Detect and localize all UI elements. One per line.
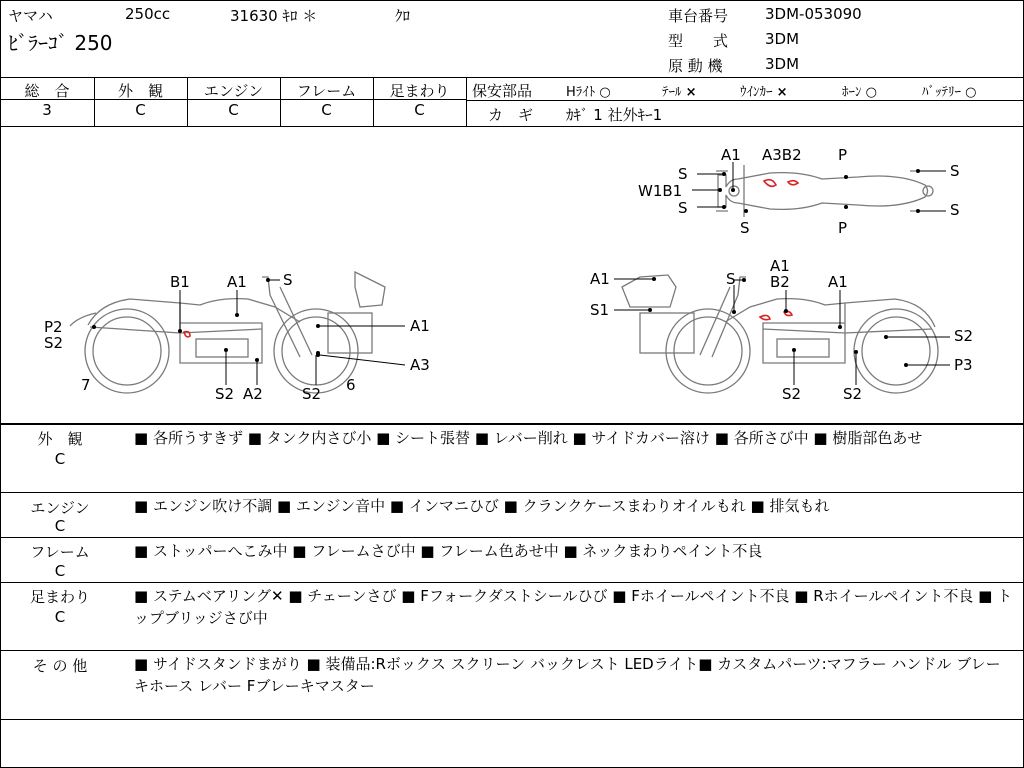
label-7: 7 <box>81 376 91 394</box>
label-s: S <box>726 270 736 288</box>
safety-item: Hﾗｲﾄ ○ <box>566 85 611 100</box>
remark-text: ■ ストッパーへこみ中 ■ フレームさび中 ■ フレーム色あせ中 ■ ネックまわりペイント不良 <box>134 542 763 560</box>
safety-item: ｳｲﾝｶｰ × <box>740 85 788 100</box>
rating-value-frame: C <box>321 101 332 119</box>
label-a2: A2 <box>243 385 263 403</box>
remark-text: ■ ステムベアリング✕ ■ チェーンさび ■ Fフォークダストシールひび ■ Fホイールペイント不良 ■ Rホイールペイント不良 ■ トップブリッジさび中 <box>134 587 1013 627</box>
label-s1: S1 <box>590 301 610 319</box>
remark-grade: C <box>54 450 66 468</box>
label-a3: A3 <box>410 356 430 374</box>
rating-label-overall: 総 合 <box>24 82 70 100</box>
rating-label-engine: エンジン <box>203 82 264 100</box>
mileage: 31630 ｷﾛ ＊ <box>230 7 318 25</box>
header-divider <box>0 77 1024 78</box>
displacement: 250cc <box>125 5 171 23</box>
maker: ヤマハ <box>8 7 53 25</box>
label-6: 6 <box>346 376 356 394</box>
grid-line <box>0 537 1024 538</box>
label-p: P <box>838 219 848 237</box>
rating-label-suspension: 足まわり <box>389 82 450 100</box>
remark-text: ■ サイドスタンドまがり ■ 装備品:Rボックス スクリーン バックレスト LEDライト■ カスタムパーツ:マフラー ハンドル ブレーキホース レバー Fブレーキマスター <box>134 655 1001 695</box>
keys-value: ｶｷﾞ 1 社外ｷｰ1 <box>566 106 663 124</box>
label-s2: S2 <box>44 334 64 352</box>
grid-line <box>0 719 1024 720</box>
remark-label: エンジン <box>30 499 90 517</box>
grid-line <box>94 78 95 126</box>
grid-line <box>0 492 1024 493</box>
remark-label: フレーム <box>30 543 90 561</box>
label-w1b1: W1B1 <box>638 182 683 200</box>
label-s: S <box>678 199 688 217</box>
rating-label-exterior: 外 観 <box>117 82 163 100</box>
rating-value-suspension: C <box>414 101 425 119</box>
label-b1: B1 <box>170 273 190 291</box>
grid-line <box>0 650 1024 651</box>
grid-line <box>0 582 1024 583</box>
rating-value-engine: C <box>228 101 239 119</box>
grid-line <box>0 99 466 100</box>
label-s2: S2 <box>302 385 322 403</box>
label-s: S <box>740 219 750 237</box>
label-s: S <box>678 165 688 183</box>
damage-diagram <box>0 127 1024 423</box>
remark-label: 外 観 <box>37 430 83 448</box>
remark-grade: C <box>54 562 66 580</box>
grid-line <box>373 78 374 126</box>
safety-item: ﾊﾞｯﾃﾘｰ ○ <box>922 85 977 100</box>
grid-line <box>466 78 467 126</box>
label-s2: S2 <box>843 385 863 403</box>
frame-no-label: 車台番号 <box>668 7 729 25</box>
rating-value-exterior: C <box>135 101 146 119</box>
label-p3: P3 <box>954 356 973 374</box>
bike-top-view <box>716 165 933 217</box>
model-name: ﾋﾞﾗｰｺﾞ 250 <box>8 31 113 55</box>
engine-value: 3DM <box>765 55 800 73</box>
grid-line <box>280 78 281 126</box>
keys-label: カ ギ <box>488 106 534 124</box>
label-s2: S2 <box>954 327 974 345</box>
label-a1: A1 <box>410 317 430 335</box>
remark-text: ■ エンジン吹け不調 ■ エンジン音中 ■ インマニひび ■ クランクケースまわりオイルもれ ■ 排気もれ <box>134 497 830 515</box>
grid-line <box>187 78 188 126</box>
remark-label: 足まわり <box>29 588 90 606</box>
remark-text: ■ 各所うすきず ■ タンク内さび小 ■ シート張替 ■ レバー削れ ■ サイドカバー溶け ■ 各所さび中 ■ 樹脂部色あせ <box>134 429 923 447</box>
label-p: P <box>838 146 848 164</box>
color: ｸﾛ <box>395 7 411 25</box>
rating-value-overall: 3 <box>42 101 52 119</box>
label-s: S <box>950 201 960 219</box>
type-value: 3DM <box>765 30 800 48</box>
label-a1: A1 <box>590 270 610 288</box>
label-a1: A1 <box>828 273 848 291</box>
label-a1: A1 <box>770 257 790 275</box>
label-a1: A1 <box>721 146 741 164</box>
label-a3b2: A3B2 <box>762 146 802 164</box>
remark-grade: C <box>54 517 66 535</box>
label-s: S <box>950 162 960 180</box>
grid-line <box>0 423 1024 425</box>
safety-label: 保安部品 <box>472 82 533 100</box>
label-s2: S2 <box>215 385 235 403</box>
frame-no: 3DM-053090 <box>765 5 862 23</box>
label-p2: P2 <box>44 318 63 336</box>
label-s2: S2 <box>782 385 802 403</box>
engine-label: 原 動 機 <box>668 57 723 75</box>
rating-label-frame: フレーム <box>296 82 357 100</box>
label-s: S <box>283 271 293 289</box>
remark-label: そ の 他 <box>32 657 88 675</box>
label-a1: A1 <box>227 273 247 291</box>
type-label: 型 式 <box>668 32 729 50</box>
label-b2: B2 <box>770 273 790 291</box>
safety-item: ﾎｰﾝ ○ <box>842 85 877 100</box>
remark-grade: C <box>54 608 66 626</box>
bike-right-side <box>622 275 938 393</box>
grid-line <box>466 100 1024 101</box>
left-view-markers <box>92 278 405 385</box>
safety-item: ﾃｰﾙ × <box>662 85 697 100</box>
